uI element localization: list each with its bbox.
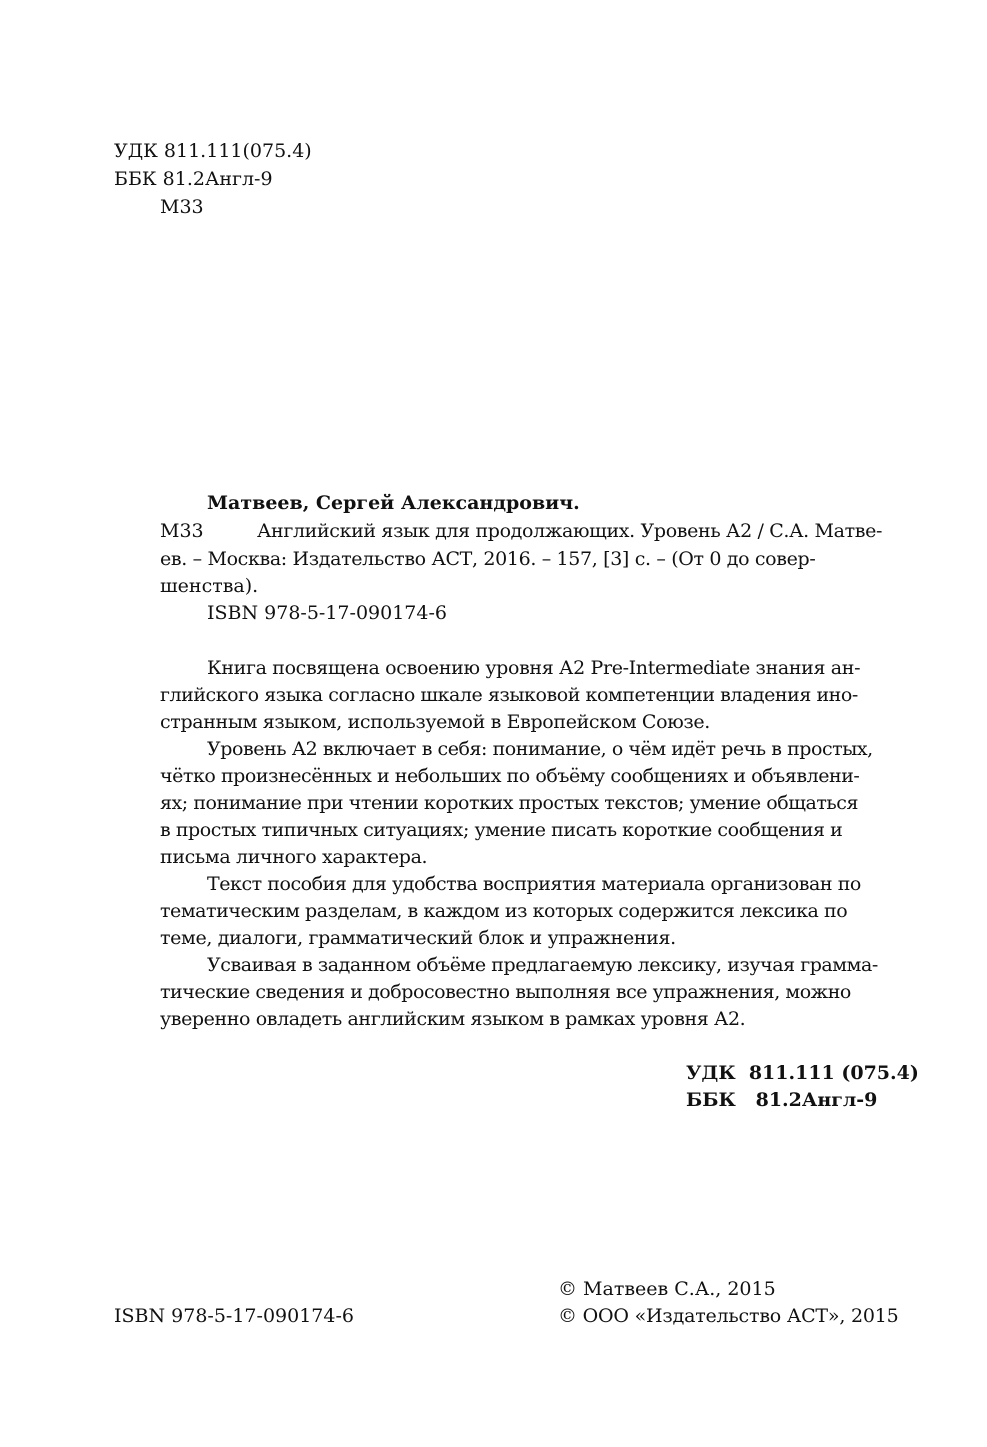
annotation-line: уверенно овладеть английским языком в рамках уровня А2. bbox=[160, 1008, 746, 1030]
annotation-line: тематическим разделам, в каждом из которых содержится лексика по bbox=[160, 900, 848, 922]
annotation-line: Текст пособия для удобства восприятия материала организован по bbox=[207, 873, 861, 895]
copyright-author: © Матвеев С.А., 2015 bbox=[558, 1278, 776, 1300]
annotation-line: ях; понимание при чтении коротких простых текстов; умение общаться bbox=[160, 792, 859, 814]
annotation-line: Уровень А2 включает в себя: понимание, о чём идёт речь в простых, bbox=[207, 738, 873, 760]
classification-udk: УДК 811.111 (075.4) bbox=[686, 1062, 919, 1084]
header-author-mark: М33 bbox=[160, 196, 204, 218]
header-udk: УДК 811.111(075.4) bbox=[114, 140, 312, 162]
annotation-line: странным языком, используемой в Европейском Союзе. bbox=[160, 711, 710, 733]
catalog-mark: М33 bbox=[160, 520, 204, 542]
catalog-isbn: ISBN 978-5-17-090174-6 bbox=[207, 602, 447, 624]
annotation-line: тические сведения и добросовестно выполняя все упражнения, можно bbox=[160, 981, 851, 1003]
annotation-line: письма личного характера. bbox=[160, 846, 428, 868]
classification-bbk: ББК 81.2Англ-9 bbox=[686, 1089, 878, 1111]
annotation-line: в простых типичных ситуациях; умение писать короткие сообщения и bbox=[160, 819, 843, 841]
catalog-author: Матвеев, Сергей Александрович. bbox=[207, 492, 580, 514]
annotation-line: чётко произнесённых и небольших по объёму сообщениях и объявлени- bbox=[160, 765, 860, 787]
annotation-line: теме, диалоги, грамматический блок и упражнения. bbox=[160, 927, 676, 949]
annotation-line: Книга посвящена освоению уровня А2 Pre-Intermediate знания ан- bbox=[207, 657, 861, 679]
copyright-publisher: © ООО «Издательство АСТ», 2015 bbox=[558, 1305, 899, 1327]
annotation-line: глийского языка согласно шкале языковой компетенции владения ино- bbox=[160, 684, 858, 706]
catalog-line-3: шенства). bbox=[160, 575, 259, 597]
footer-isbn: ISBN 978-5-17-090174-6 bbox=[114, 1305, 354, 1327]
catalog-line-2: ев. – Москва: Издательство АСТ, 2016. – 157, [3] с. – (От 0 до совер- bbox=[160, 548, 816, 570]
annotation-line: Усваивая в заданном объёме предлагаемую лексику, изучая грамма- bbox=[207, 954, 878, 976]
catalog-line-1: Английский язык для продолжающих. Уровень А2 / С.А. Матве- bbox=[257, 520, 883, 542]
header-bbk: ББК 81.2Англ-9 bbox=[114, 168, 273, 190]
